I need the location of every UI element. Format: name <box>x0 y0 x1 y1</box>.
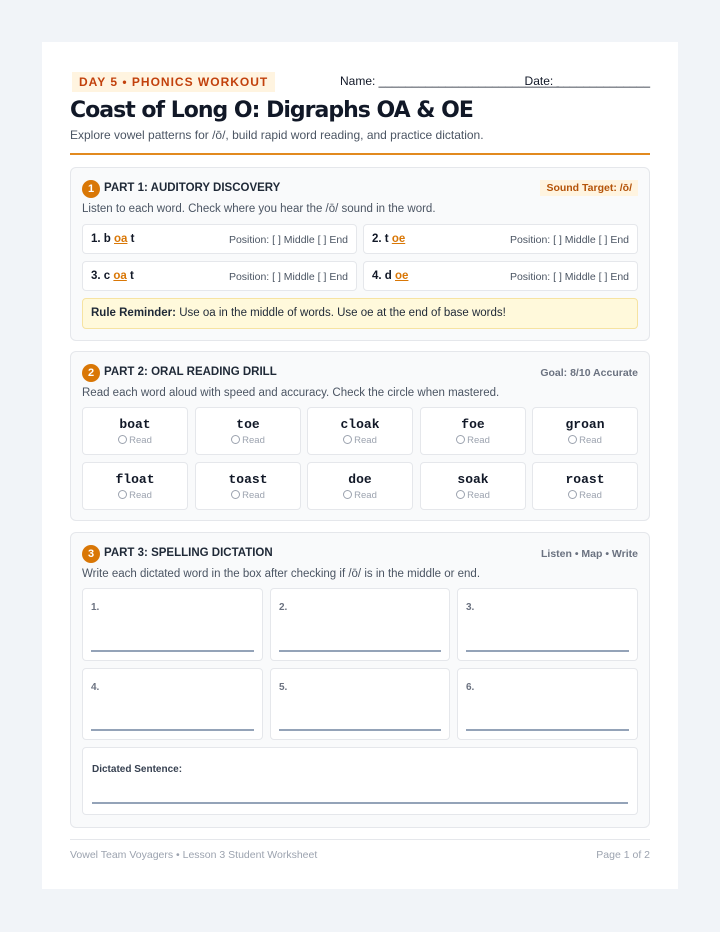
part1-header <box>82 179 638 199</box>
part2-number-badge: 2 <box>82 364 100 382</box>
dictation-number: 5. <box>279 682 288 693</box>
writing-line <box>466 729 629 731</box>
drill-card <box>532 462 638 510</box>
dictation-number: 4. <box>91 682 100 693</box>
word-item <box>363 261 638 291</box>
word-item <box>82 261 357 291</box>
drill-card <box>307 462 413 510</box>
part3-header <box>82 544 638 564</box>
position-checkboxes[interactable]: Position: [ ] Middle [ ] End <box>509 234 629 246</box>
writing-line <box>466 650 629 652</box>
circle-icon <box>456 490 465 499</box>
writing-line <box>91 650 254 652</box>
dictation-box[interactable] <box>270 588 450 661</box>
part3-title: PART 3: SPELLING DICTATION <box>104 547 273 559</box>
part1-section <box>70 167 650 341</box>
drill-word: doe <box>348 472 372 487</box>
circle-icon <box>343 490 352 499</box>
position-checkboxes[interactable]: Position: [ ] Middle [ ] End <box>228 271 348 283</box>
worksheet-page <box>42 42 678 889</box>
word-prefix: 3. c <box>91 270 114 282</box>
dictation-number: 3. <box>466 602 475 613</box>
drill-card <box>82 462 188 510</box>
circle-icon <box>231 490 240 499</box>
word-prefix: 2. t <box>372 233 392 245</box>
footer-divider <box>70 839 650 840</box>
writing-line <box>279 729 441 731</box>
read-checkbox[interactable]: Read <box>533 490 637 501</box>
circle-icon <box>343 435 352 444</box>
drill-card <box>420 407 526 455</box>
dictated-sentence-box[interactable] <box>82 747 638 815</box>
dictation-number: 1. <box>91 602 100 613</box>
read-checkbox[interactable]: Read <box>308 490 412 501</box>
word-prefix: 4. d <box>372 270 396 282</box>
part2-section <box>70 351 650 521</box>
circle-icon <box>118 490 127 499</box>
part1-title: PART 1: AUDITORY DISCOVERY <box>104 182 281 194</box>
drill-word: cloak <box>340 417 380 432</box>
writing-line <box>91 729 254 731</box>
position-checkboxes[interactable]: Position: [ ] Middle [ ] End <box>509 271 629 283</box>
circle-icon <box>231 435 240 444</box>
dictation-steps: Listen • Map • Write <box>540 548 638 560</box>
part3-description: Write each dictated word in the box after checking if /ō/ is in the middle or end. <box>82 568 481 580</box>
digraph-blank: oa <box>114 233 128 245</box>
drill-word: toast <box>228 472 268 487</box>
rule-reminder-label: Rule Reminder: <box>91 307 176 319</box>
drill-word: soak <box>457 472 489 487</box>
part2-header <box>82 363 638 383</box>
dictated-sentence-label: Dictated Sentence: <box>92 764 183 775</box>
word-suffix: t <box>127 233 135 245</box>
read-checkbox[interactable]: Read <box>83 435 187 446</box>
drill-card <box>307 407 413 455</box>
header-top <box>70 72 650 92</box>
word-suffix: t <box>126 270 134 282</box>
circle-icon <box>568 490 577 499</box>
goal-label: Goal: 8/10 Accurate <box>540 367 638 379</box>
page-subtitle: Explore vowel patterns for /ō/, build rapid word reading, and practice dictation. <box>70 128 484 142</box>
dictation-number: 6. <box>466 682 475 693</box>
part1-description: Listen to each word. Check where you hear the /ō/ sound in the word. <box>82 203 436 215</box>
read-checkbox[interactable]: Read <box>83 490 187 501</box>
page-title: Coast of Long O: Digraphs OA & OE <box>70 98 473 123</box>
word-prefix: 1. b <box>91 233 115 245</box>
drill-card <box>532 407 638 455</box>
word-item <box>82 224 357 254</box>
position-checkboxes[interactable]: Position: [ ] Middle [ ] End <box>228 234 348 246</box>
drill-card <box>195 462 301 510</box>
circle-icon <box>456 435 465 444</box>
footer-lesson: Vowel Team Voyagers • Lesson 3 Student Worksheet <box>70 849 318 861</box>
date-field[interactable]: Date: ______________ <box>524 74 650 88</box>
read-checkbox[interactable]: Read <box>196 435 300 446</box>
dictation-box[interactable] <box>82 668 263 740</box>
circle-icon <box>568 435 577 444</box>
part3-number-badge: 3 <box>82 545 100 563</box>
drill-card <box>82 407 188 455</box>
digraph-blank: oa <box>113 270 127 282</box>
drill-word: foe <box>461 417 485 432</box>
part2-description: Read each word aloud with speed and accuracy. Check the circle when mastered. <box>82 387 500 399</box>
drill-word: roast <box>565 472 605 487</box>
part1-number-badge: 1 <box>82 180 100 198</box>
header-divider <box>70 153 650 155</box>
read-checkbox[interactable]: Read <box>308 435 412 446</box>
read-checkbox[interactable]: Read <box>533 435 637 446</box>
writing-line <box>279 650 441 652</box>
drill-word: float <box>115 472 155 487</box>
rule-reminder <box>82 298 638 329</box>
digraph-blank: oe <box>395 270 409 282</box>
read-checkbox[interactable]: Read <box>196 490 300 501</box>
circle-icon <box>118 435 127 444</box>
dictation-box[interactable] <box>457 668 638 740</box>
drill-card <box>195 407 301 455</box>
dictation-box[interactable] <box>270 668 450 740</box>
dictation-box[interactable] <box>82 588 263 661</box>
sound-target-badge: Sound Target: /ō/ <box>540 180 638 196</box>
name-field[interactable]: Name: ___________________________ <box>340 74 559 88</box>
rule-reminder-text: Use oa in the middle of words. Use oe at the end of base words! <box>176 307 506 319</box>
drill-word: boat <box>119 417 151 432</box>
day-tag: DAY 5 • PHONICS WORKOUT <box>72 72 275 92</box>
footer-page-number: Page 1 of 2 <box>596 849 650 861</box>
part3-section <box>70 532 650 828</box>
dictation-box[interactable] <box>457 588 638 661</box>
drill-word: toe <box>236 417 260 432</box>
word-item <box>363 224 638 254</box>
digraph-blank: oe <box>391 233 406 245</box>
read-checkbox[interactable]: Read <box>421 490 525 501</box>
drill-word: groan <box>565 417 605 432</box>
drill-card <box>420 462 526 510</box>
part2-title: PART 2: ORAL READING DRILL <box>104 366 277 378</box>
dictation-number: 2. <box>279 602 288 613</box>
writing-line <box>92 802 628 804</box>
read-checkbox[interactable]: Read <box>421 435 525 446</box>
